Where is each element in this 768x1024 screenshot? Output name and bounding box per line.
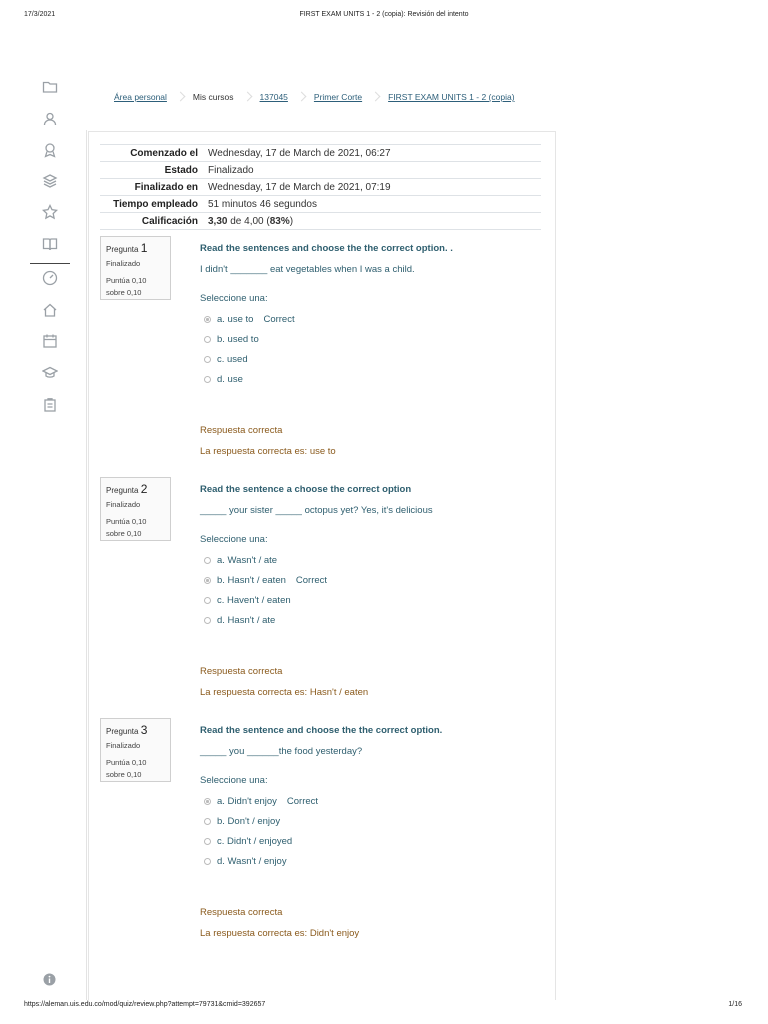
radio-unselected [204,336,211,343]
question-label: Pregunta [106,727,139,736]
radio-selected [204,577,211,584]
grade-score: 3,30 [208,215,228,227]
question-grade-line: sobre 0,10 [106,770,142,779]
breadcrumb-quiz[interactable]: FIRST EXAM UNITS 1 - 2 (copia) [388,92,515,102]
breadcrumb [114,90,515,104]
option-text: d. use [217,373,243,385]
correct-mark: Correct [295,574,328,586]
question-label: Pregunta [106,486,139,495]
select-label: Seleccione una: [200,534,268,545]
radio-unselected [204,838,211,845]
print-url: https://aleman.uis.edu.co/mod/quiz/review.php?attempt=79731&cmid=392657 [24,1001,266,1008]
question-grade-line: Puntúa 0,10 [106,276,147,285]
option-text: d. Wasn't / enjoy [217,855,287,867]
option-text: b. Don't / enjoy [217,815,281,827]
question-number [106,241,165,255]
breadcrumb-separator [298,90,304,104]
summary-value: Wednesday, 17 de March de 2021, 06:27 [208,147,391,159]
feedback-text: Respuesta correcta [200,666,283,677]
breadcrumb-area-personal[interactable]: Área personal [114,92,167,102]
user-icon[interactable] [42,111,58,127]
summary-row [100,179,541,196]
option-text: c. Didn't / enjoyed [217,835,293,847]
question-grade [106,275,165,299]
breadcrumb-separator [177,90,183,104]
summary-row [100,213,541,230]
question-info [100,236,171,300]
print-page-number: 1/16 [728,1001,742,1008]
summary-label: Estado [164,164,198,176]
feedback-text: Respuesta correcta [200,425,283,436]
right-answer-text: La respuesta correcta es: Hasn't / eaten [200,687,369,698]
info-icon[interactable] [43,973,56,986]
option-text: b. Hasn't / eaten [217,574,286,586]
answer-options [200,550,550,630]
attempt-summary-table [100,144,541,230]
dashboard-icon[interactable] [42,270,58,286]
question-state: Finalizado [106,500,141,509]
right-answer-text: La respuesta correcta es: use to [200,446,336,457]
question-number-value: 3 [140,723,148,737]
question-prompt: Read the sentences and choose the the correct option. . [200,243,453,254]
grade-close: ) [289,215,294,227]
select-label: Seleccione una: [200,293,268,304]
grade-percent: 83% [269,215,290,227]
layers-icon[interactable] [42,173,58,189]
answer-option[interactable] [200,590,550,610]
radio-selected [204,316,211,323]
question-prompt: Read the sentence and choose the the correct option. [200,725,443,736]
breadcrumb-mis-cursos: Mis cursos [192,92,234,102]
calendar-icon[interactable] [42,333,58,349]
question-info [100,477,171,541]
answer-options [200,791,550,871]
badge-icon[interactable] [42,142,58,158]
select-label: Seleccione una: [200,775,268,786]
question-grade-line: sobre 0,10 [106,529,142,538]
graduation-icon[interactable] [42,365,58,381]
question-number [106,482,165,496]
answer-option[interactable] [200,329,550,349]
summary-value: Finalizado [208,164,254,176]
answer-option[interactable] [200,550,550,570]
summary-row [100,196,541,213]
answer-option[interactable] [200,309,550,329]
answer-option[interactable] [200,610,550,630]
radio-unselected [204,818,211,825]
folder-icon[interactable] [42,79,58,95]
answer-option[interactable] [200,349,550,369]
option-text: a. Didn't enjoy [217,795,277,807]
breadcrumb-section[interactable]: Primer Corte [313,92,363,102]
option-text: d. Hasn't / ate [217,614,276,626]
correct-mark: Correct [263,313,295,325]
summary-row [100,145,541,162]
radio-unselected [204,356,211,363]
clipboard-icon[interactable] [42,397,58,413]
summary-label: Calificación [141,215,198,227]
nav-active-indicator [30,263,70,264]
answer-options [200,309,550,389]
summary-value: 51 minutos 46 segundos [208,198,317,210]
answer-option[interactable] [200,570,550,590]
summary-label: Tiempo empleado [113,198,198,210]
question-number [106,723,165,737]
question-label: Pregunta [106,245,139,254]
radio-unselected [204,597,211,604]
question-grade-line: sobre 0,10 [106,288,142,297]
question-info [100,718,171,782]
breadcrumb-course[interactable]: 137045 [259,92,288,102]
question-content [200,243,550,457]
question-text: _____ your sister _____ octopus yet? Yes, it's delicious [200,505,433,516]
summary-label: Comenzado el [130,147,198,159]
option-text: a. use to [217,313,254,325]
summary-grade-value [202,213,541,230]
summary-value: Wednesday, 17 de March de 2021, 07:19 [208,181,391,193]
answer-option[interactable] [200,369,550,389]
question-grade-line: Puntúa 0,10 [106,517,147,526]
question-prompt: Read the sentence a choose the correct option [200,484,412,495]
question-content [200,725,550,939]
question-number-value: 2 [140,482,148,496]
right-answer-text: La respuesta correcta es: Didn't enjoy [200,928,360,939]
radio-unselected [204,376,211,383]
option-text: a. Wasn't / ate [217,554,278,566]
question-number-value: 1 [140,241,148,255]
answer-option[interactable] [200,811,550,831]
print-title: FIRST EXAM UNITS 1 - 2 (copia): Revisión del intento [299,11,469,18]
option-text: b. used to [217,333,259,345]
question-state: Finalizado [106,741,141,750]
book-icon[interactable] [42,236,58,252]
radio-unselected [204,617,211,624]
question-grade-line: Puntúa 0,10 [106,758,147,767]
question-text: I didn't _______ eat vegetables when I was a child. [200,264,415,275]
grade-of: de 4,00 ( [227,215,270,227]
question-grade [106,757,165,781]
star-icon[interactable] [42,204,58,220]
option-text: c. used [217,353,248,365]
radio-unselected [204,858,211,865]
content-divider [86,130,87,1000]
summary-row [100,162,541,179]
answer-option[interactable] [200,791,550,811]
correct-mark: Correct [286,795,319,807]
question-text: _____ you ______the food yesterday? [200,746,363,757]
radio-selected [204,798,211,805]
answer-option[interactable] [200,851,550,871]
question-grade [106,516,165,540]
home-icon[interactable] [42,302,58,318]
print-date: 17/3/2021 [24,11,56,18]
option-text: c. Haven't / eaten [217,594,291,606]
feedback-text: Respuesta correcta [200,907,283,918]
answer-option[interactable] [200,831,550,851]
question-content [200,484,550,698]
breadcrumb-separator [244,90,250,104]
breadcrumb-separator [372,90,378,104]
summary-label: Finalizado en [134,181,198,193]
radio-unselected [204,557,211,564]
question-state: Finalizado [106,259,141,268]
